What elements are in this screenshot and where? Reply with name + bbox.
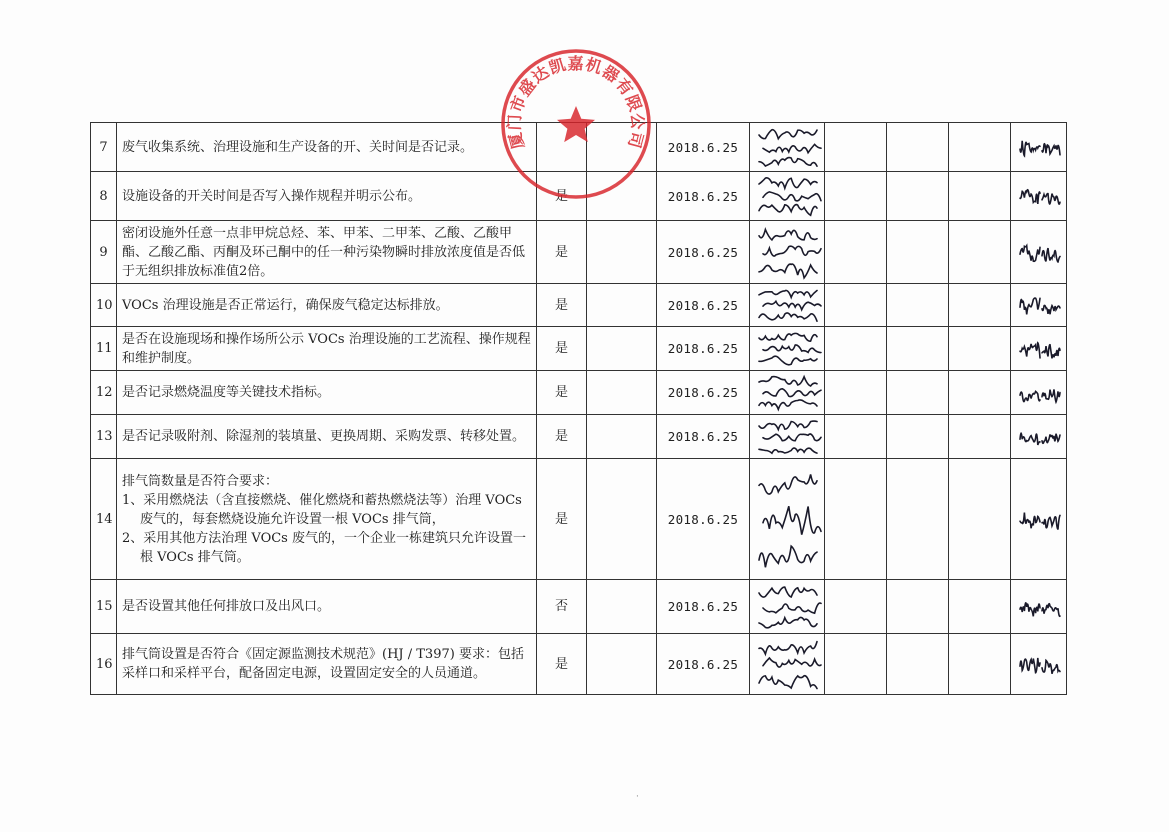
check-item-text: 密闭设施外任意一点非甲烷总烃、苯、甲苯、二甲苯、乙酸、乙酸甲酯、乙酸乙酯、丙酮及环己酮中的任一种污染物瞬时排放浓度值是否低于无组织排放标准值2倍。 [117,221,537,284]
empty-cell [825,284,887,327]
empty-cell [825,634,887,695]
reviewer-signature [1011,284,1067,327]
empty-cell [949,580,1011,634]
answer-cell: 是 [537,221,587,284]
inspector-signatures [750,327,825,371]
answer-cell [537,123,587,172]
check-item-text [117,459,537,580]
empty-cell [887,634,949,695]
inspector-signatures [750,172,825,221]
empty-cell [825,371,887,415]
check-item-heading: 排气筒数量是否符合要求： [122,473,279,489]
handwritten-signatures [755,223,825,281]
empty-cell [587,123,657,172]
answer-cell: 是 [537,284,587,327]
empty-cell [825,327,887,371]
answer-cell: 是 [537,634,587,695]
table-row [91,459,1067,580]
table-row [91,221,1067,284]
inspector-signatures [750,284,825,327]
empty-cell [949,634,1011,695]
table-row [91,371,1067,415]
check-item-text: 废气收集系统、治理设施和生产设备的开、关时间是否记录。 [117,123,537,172]
table-row [91,172,1067,221]
handwritten-signatures [755,174,825,218]
check-item-text: 是否在设施现场和操作场所公示 VOCs 治理设施的工艺流程、操作规程和维护制度。 [117,327,537,371]
table-row [91,123,1067,172]
handwritten-signatures [755,636,825,692]
handwritten-signature [1016,649,1064,679]
answer-cell: 是 [537,371,587,415]
empty-cell [949,327,1011,371]
table-row [91,580,1067,634]
table-row [91,634,1067,695]
empty-cell [949,459,1011,580]
inspector-signatures [750,221,825,284]
reviewer-signature [1011,415,1067,459]
reviewer-signature [1011,459,1067,580]
check-item-text: 设施设备的开关时间是否写入操作规程并明示公布。 [117,172,537,221]
handwritten-signature [1016,290,1064,320]
inspector-signatures [750,415,825,459]
check-item-text: 是否设置其他任何排放口及出风口。 [117,580,537,634]
inspection-date: 2018.6.25 [657,327,750,371]
reviewer-signature [1011,123,1067,172]
check-item-text: 是否记录燃烧温度等关键技术指标。 [117,371,537,415]
answer-cell: 是 [537,459,587,580]
table-row [91,327,1067,371]
reviewer-signature [1011,580,1067,634]
empty-cell [587,634,657,695]
inspection-date: 2018.6.25 [657,123,750,172]
svg-text:厦门市盛达凯嘉机器有限公司: 厦门市盛达凯嘉机器有限公司 [504,53,648,152]
row-number: 10 [91,284,117,327]
row-number: 16 [91,634,117,695]
inspection-checklist-table [90,122,1067,695]
empty-cell [825,221,887,284]
row-number: 8 [91,172,117,221]
empty-cell [887,580,949,634]
handwritten-signature [1016,237,1064,267]
empty-cell [949,371,1011,415]
handwritten-signature [1016,422,1064,452]
handwritten-signatures [755,582,825,631]
row-number: 13 [91,415,117,459]
inspector-signatures [750,459,825,580]
empty-cell [825,172,887,221]
empty-cell [587,221,657,284]
checklist-rows [91,123,1067,695]
row-number: 7 [91,123,117,172]
reviewer-signature [1011,327,1067,371]
empty-cell [949,123,1011,172]
empty-cell [825,123,887,172]
answer-cell: 是 [537,172,587,221]
empty-cell [587,415,657,459]
handwritten-signature [1016,181,1064,211]
row-number: 12 [91,371,117,415]
inspector-signatures [750,634,825,695]
handwritten-signature [1016,378,1064,408]
reviewer-signature [1011,221,1067,284]
handwritten-signatures [755,417,825,456]
table-row [91,415,1067,459]
check-item-text: 排气筒设置是否符合《固定源监测技术规范》(HJ / T397) 要求：包括采样口和采样平台，配备固定电源，设置固定安全的人员通道。 [117,634,537,695]
handwritten-signature [1016,504,1064,534]
inspection-date: 2018.6.25 [657,634,750,695]
empty-cell [825,459,887,580]
empty-cell [887,172,949,221]
answer-cell: 是 [537,415,587,459]
empty-cell [825,580,887,634]
empty-cell [887,415,949,459]
scan-speck: · [636,792,639,802]
inspector-signatures [750,580,825,634]
empty-cell [887,459,949,580]
inspection-date: 2018.6.25 [657,284,750,327]
handwritten-signature [1016,132,1064,162]
reviewer-signature [1011,371,1067,415]
empty-cell [887,123,949,172]
inspector-signatures [750,123,825,172]
empty-cell [825,415,887,459]
empty-cell [887,371,949,415]
reviewer-signature [1011,634,1067,695]
row-number: 11 [91,327,117,371]
empty-cell [949,284,1011,327]
inspector-signatures [750,371,825,415]
handwritten-signature [1016,334,1064,364]
check-item-text: 是否记录吸附剂、除湿剂的装填量、更换周期、采购发票、转移处置。 [117,415,537,459]
handwritten-signature [1016,592,1064,622]
handwritten-signatures [755,461,825,577]
check-item-text: VOCs 治理设施是否正常运行，确保废气稳定达标排放。 [117,284,537,327]
inspection-date: 2018.6.25 [657,371,750,415]
answer-cell: 是 [537,327,587,371]
check-item-subpoint: 1、采用燃烧法（含直接燃烧、催化燃烧和蓄热燃烧法等）治理 VOCs 废气的，每套燃烧设施允许设置一根 VOCs 排气筒， [122,492,522,527]
reviewer-signature [1011,172,1067,221]
empty-cell [949,415,1011,459]
inspection-date: 2018.6.25 [657,221,750,284]
empty-cell [587,459,657,580]
empty-cell [587,371,657,415]
empty-cell [887,284,949,327]
table-row [91,284,1067,327]
empty-cell [949,221,1011,284]
handwritten-signatures [755,329,825,368]
empty-cell [587,172,657,221]
row-number: 15 [91,580,117,634]
empty-cell [887,327,949,371]
check-item-subpoint: 2、采用其他方法治理 VOCs 废气的，一个企业一栋建筑只允许设置一根 VOCs 排气筒。 [122,530,526,565]
empty-cell [887,221,949,284]
row-number: 9 [91,221,117,284]
handwritten-signatures [755,286,825,324]
answer-cell: 否 [537,580,587,634]
inspection-date: 2018.6.25 [657,580,750,634]
empty-cell [949,172,1011,221]
inspection-date: 2018.6.25 [657,415,750,459]
handwritten-signatures [755,373,825,412]
handwritten-signatures [755,125,825,169]
empty-cell [587,284,657,327]
row-number: 14 [91,459,117,580]
inspection-date: 2018.6.25 [657,459,750,580]
empty-cell [587,580,657,634]
empty-cell [587,327,657,371]
inspection-date: 2018.6.25 [657,172,750,221]
